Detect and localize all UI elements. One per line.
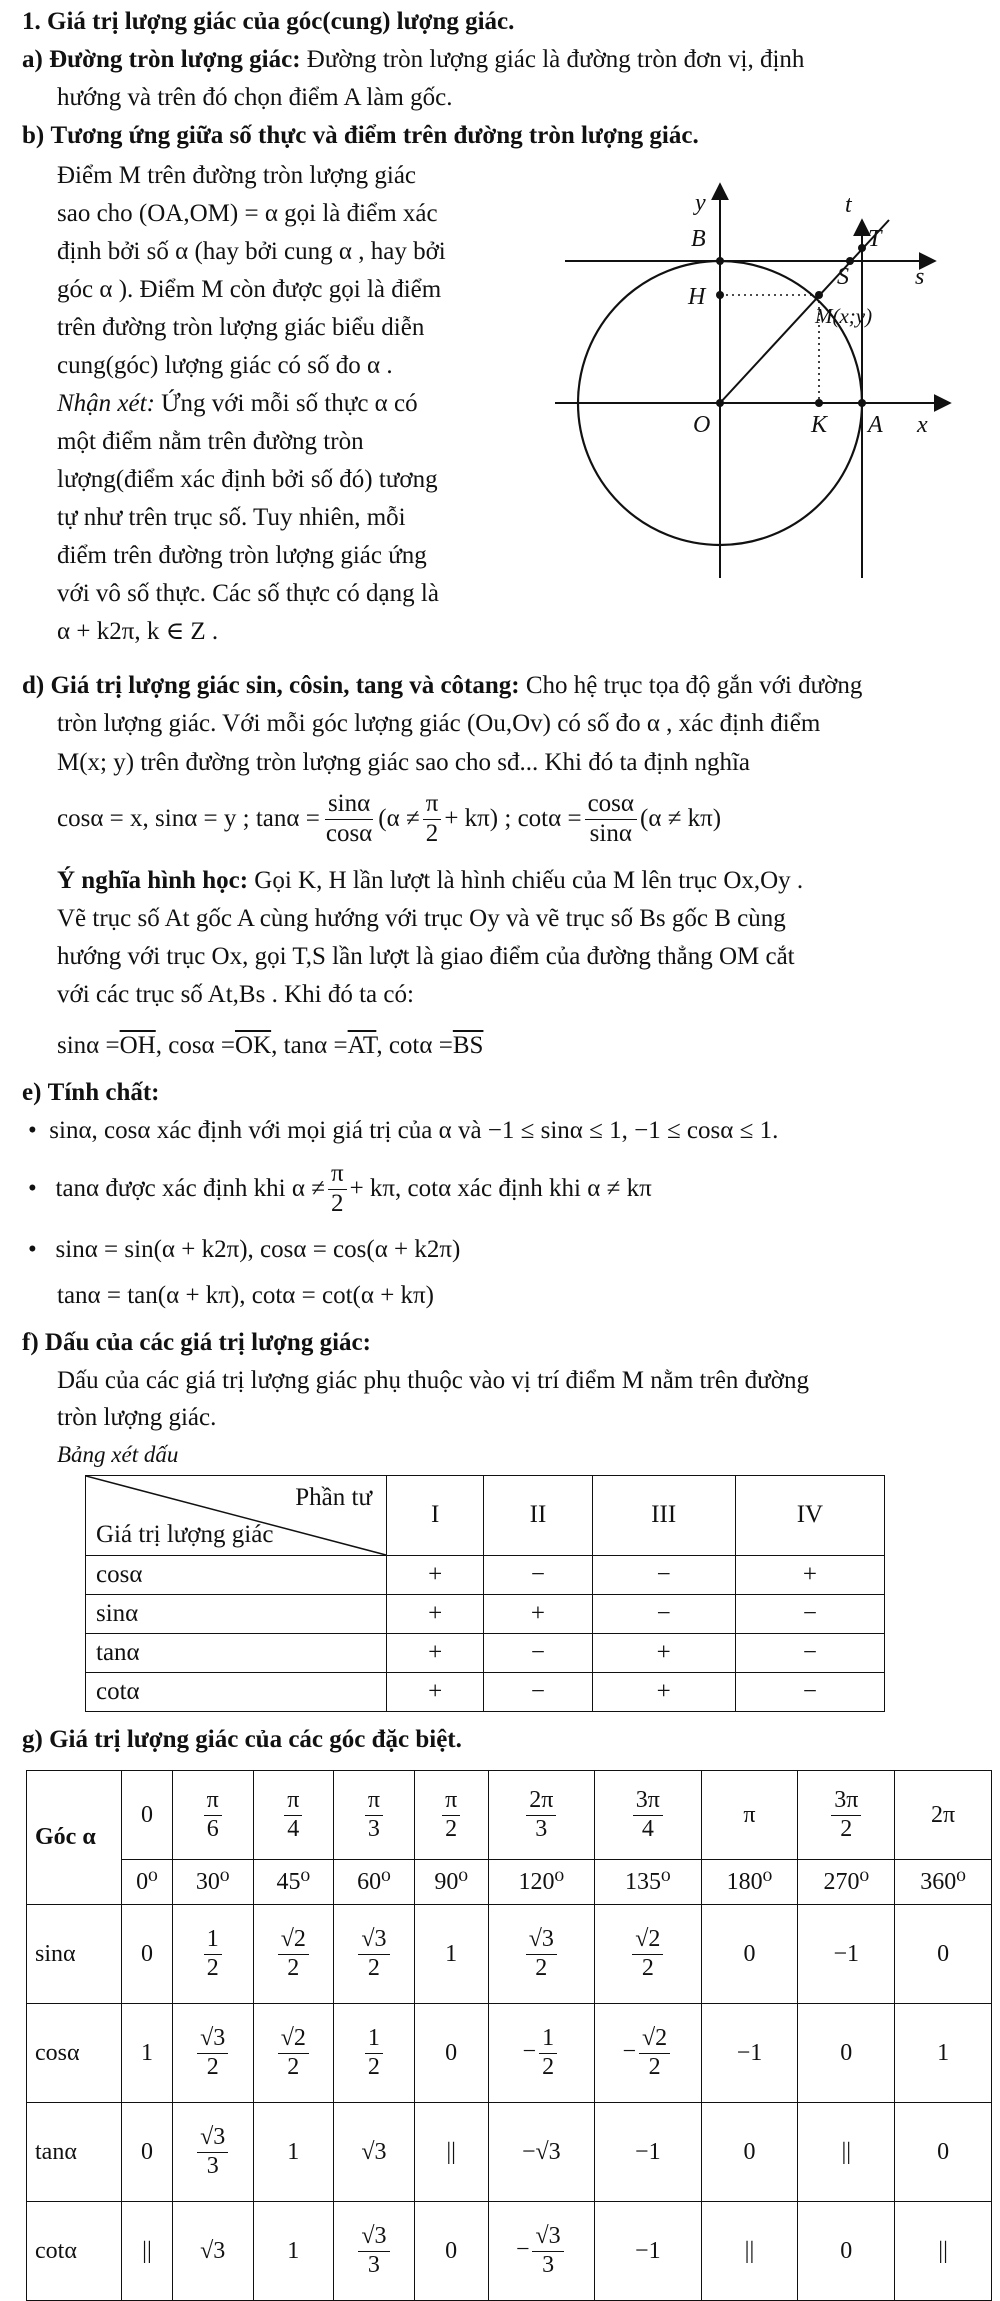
point-b	[716, 257, 724, 265]
table-row: cosα 1 $\frac{√3}{2}$ $\frac{√2}{2}$ $\frac{1}{2}$ 0 − $\frac{1}{2}$ − $\frac{√2}{2}$ −1 0 1	[27, 2004, 992, 2103]
point-h	[716, 291, 724, 299]
para-g-title	[22, 1722, 462, 1758]
formula-cot: cotα =	[517, 805, 582, 833]
para-a	[22, 42, 992, 78]
point-k	[815, 399, 823, 407]
b-line: Điểm M trên đường tròn lượng giác	[57, 162, 417, 189]
text-d1: Cho hệ trục tọa độ gắn với đường	[525, 672, 863, 699]
table-row: cotα || √3 1 $\frac{√3}{3}$ 0 − $\frac{√3}{3}$ −1 || 0 ||	[27, 2202, 992, 2301]
remark-line: α + k2π, k ∈ Z .	[57, 618, 219, 645]
text-a2: hướng và trên đó chọn điểm A làm gốc.	[57, 84, 453, 111]
para-e-title	[22, 1075, 160, 1111]
label-M: M(x;y)	[815, 304, 873, 328]
text-d2: tròn lượng giác. Với mỗi góc lượng giác (Ou,Ov) có số đo α , xác định điểm	[57, 710, 821, 737]
title-e: Tính chất:	[47, 1079, 160, 1106]
table-row: tanα + − + −	[86, 1634, 885, 1673]
b-line: sao cho (OA,OM) = α gọi là điểm xác	[57, 200, 438, 227]
label-y: y	[695, 190, 706, 216]
sign-table	[85, 1475, 885, 1712]
label-e: e)	[22, 1079, 42, 1106]
label-H: H	[688, 284, 706, 310]
title-b: Tương ứng giữa số thực và điểm trên đường tròn lượng giác.	[50, 122, 699, 149]
sign-table-caption: Bảng xét dấu	[57, 1442, 179, 1467]
point-o	[716, 399, 724, 407]
bullet-icon: •	[28, 1175, 37, 1203]
property-2: • tanα được xác định khi α ≠ $\frac{\pi}{2}$ + kπ, cotα xác định khi α ≠ kπ	[28, 1160, 652, 1217]
fraction-pi-2: $\frac{\pi}{2}$	[423, 790, 442, 849]
quadrant-header: I	[387, 1476, 484, 1556]
remark-text: Ứng với mỗi số thực α có	[161, 390, 418, 417]
definition-formula	[57, 790, 721, 849]
b-line: trên đường tròn lượng giác biểu diễn	[57, 314, 425, 341]
title-f: Dấu của các giá trị lượng giác:	[44, 1329, 371, 1356]
label-g: g)	[22, 1726, 43, 1753]
point-a	[858, 399, 866, 407]
quadrant-header: III	[592, 1476, 735, 1556]
angle-label: Góc α	[27, 1771, 122, 1905]
property-3: • sinα = sin(α + k2π), cosα = cos(α + k2π)	[28, 1236, 461, 1263]
table-row: cosα + − − +	[86, 1556, 885, 1595]
title-a: Đường tròn lượng giác:	[49, 46, 301, 73]
label-d: d)	[22, 672, 45, 699]
fraction: $\frac{\sin\alpha}{\cos\alpha}$	[325, 790, 373, 847]
geo-line: hướng với trục Ox, gọi T,S lần lượt là giao điểm của đường thẳng OM cắt	[57, 943, 795, 970]
fraction: $\frac{\cos\alpha}{\sin\alpha}$	[585, 790, 637, 849]
b-line: cung(góc) lượng giác có số đo α .	[57, 352, 393, 379]
title-d: Giá trị lượng giác sin, côsin, tang và côtang:	[50, 672, 520, 699]
para-d-title	[22, 668, 1000, 704]
label-a: a)	[22, 46, 43, 73]
label-S: S	[837, 264, 849, 290]
table-row: sinα + + − −	[86, 1595, 885, 1634]
label-T: T	[868, 226, 882, 252]
table-row: cotα + − + −	[86, 1673, 885, 1712]
b-line: góc α ). Điểm M còn được gọi là điểm	[57, 276, 442, 303]
label-B: B	[691, 226, 706, 252]
remark-line: với vô số thực. Các số thực có dạng là	[57, 580, 439, 607]
geo-line: Gọi K, H lần lượt là hình chiếu của M lên trục Ox,Oy .	[254, 867, 804, 894]
corner-top-label: Phần tư	[295, 1484, 372, 1511]
unit-circle-diagram	[555, 180, 965, 595]
table-row: Góc α 0 $\frac{\pi}{6}$ $\frac{\pi}{4}$ $\frac{\pi}{3}$ $\frac{\pi}{2}$ $\frac{2\pi}{3}$ $\frac{3\pi}{4}$ π $\frac{3\pi}{2}$ 2π	[27, 1771, 992, 1860]
corner-cell	[86, 1476, 387, 1556]
geo-line: Vẽ trục số At gốc A cùng hướng với trục Oy và vẽ trục số Bs gốc B cùng	[57, 905, 786, 932]
property-1: • sinα, cosα xác định với mọi giá trị của α và −1 ≤ sinα ≤ 1, −1 ≤ cosα ≤ 1.	[28, 1117, 779, 1144]
section-heading: 1. Giá trị lượng giác của góc(cung) lượng giác.	[22, 8, 515, 35]
formula-sin: sinα = y ;	[155, 805, 250, 833]
remark-line	[57, 385, 527, 423]
label-x: x	[917, 412, 928, 438]
tan-condition: (α ≠	[378, 805, 420, 833]
geo-formula: $\sin\alpha =\overline{OH}$, $\cos\alpha =\overline{OK}$, $\tan\alpha =\overline{AT}$, $\cot\alpha =\overline{BS}$	[57, 1032, 484, 1059]
special-angles-table	[26, 1770, 992, 2301]
table-row: 0⁰ 30⁰ 45⁰ 60⁰ 90⁰ 120⁰ 135⁰ 180⁰ 270⁰ 360⁰	[27, 1860, 992, 1905]
property-3b: tanα = tan(α + kπ), cotα = cot(α + kπ)	[57, 1282, 435, 1309]
remark-label: Nhận xét:	[57, 390, 155, 417]
text-d3: M(x; y) trên đường tròn lượng giác sao cho sđ... Khi đó ta định nghĩa	[57, 749, 751, 776]
fraction-pi-2: $\frac{\pi}{2}$	[328, 1160, 347, 1219]
formula-cos: cosα = x,	[57, 805, 149, 833]
b-line: định bởi số α (hay bởi cung α , hay bởi	[57, 238, 446, 265]
point-t	[858, 244, 866, 252]
label-s: s	[915, 264, 925, 290]
text-f1: Dấu của các giá trị lượng giác phụ thuộc vào vị trí điểm M nằm trên đường	[57, 1367, 809, 1394]
quadrant-header: II	[484, 1476, 592, 1556]
geo-title: Ý nghĩa hình học:	[57, 867, 249, 894]
text-f2: tròn lượng giác.	[57, 1404, 217, 1431]
text-a1: Đường tròn lượng giác là đường tròn đơn vị, định	[306, 46, 805, 73]
title-g: Giá trị lượng giác của các góc đặc biệt.	[49, 1726, 462, 1753]
remark-line: tự như trên trục số. Tuy nhiên, mỗi	[57, 504, 406, 531]
tan-condition: + kπ) ;	[444, 805, 512, 833]
label-K: K	[811, 412, 828, 438]
label-b: b)	[22, 122, 45, 149]
label-t: t	[845, 192, 852, 218]
bullet-icon: •	[28, 1117, 37, 1144]
cot-condition: (α ≠ kπ)	[640, 805, 722, 833]
remark-line: lượng(điểm xác định bởi số đó) tương	[57, 466, 438, 493]
quadrant-header: IV	[735, 1476, 884, 1556]
label-f: f)	[22, 1329, 39, 1356]
corner-bottom-label: Giá trị lượng giác	[96, 1520, 274, 1548]
para-b-body	[57, 157, 527, 651]
para-b-title	[22, 118, 699, 154]
para-f-title	[22, 1325, 371, 1361]
point-m	[815, 291, 823, 299]
geometric-meaning	[57, 862, 992, 1014]
remark-line: điểm trên đường tròn lượng giác ứng	[57, 542, 427, 569]
table-row: sinα 0 $\frac{1}{2}$ $\frac{√2}{2}$ $\frac{√3}{2}$ 1 $\frac{√3}{2}$ $\frac{√2}{2}$ 0 −1 0	[27, 1905, 992, 2004]
label-O: O	[693, 412, 711, 438]
geo-line: với các trục số At,Bs . Khi đó ta có:	[57, 981, 414, 1008]
remark-line: một điểm nằm trên đường tròn	[57, 428, 364, 455]
bullet-icon: •	[28, 1236, 37, 1263]
label-A: A	[868, 412, 883, 438]
formula-tan: tanα =	[255, 805, 320, 833]
table-row: tanα 0 $\frac{√3}{3}$ 1 √3 || −√3 −1 0 || 0	[27, 2103, 992, 2202]
